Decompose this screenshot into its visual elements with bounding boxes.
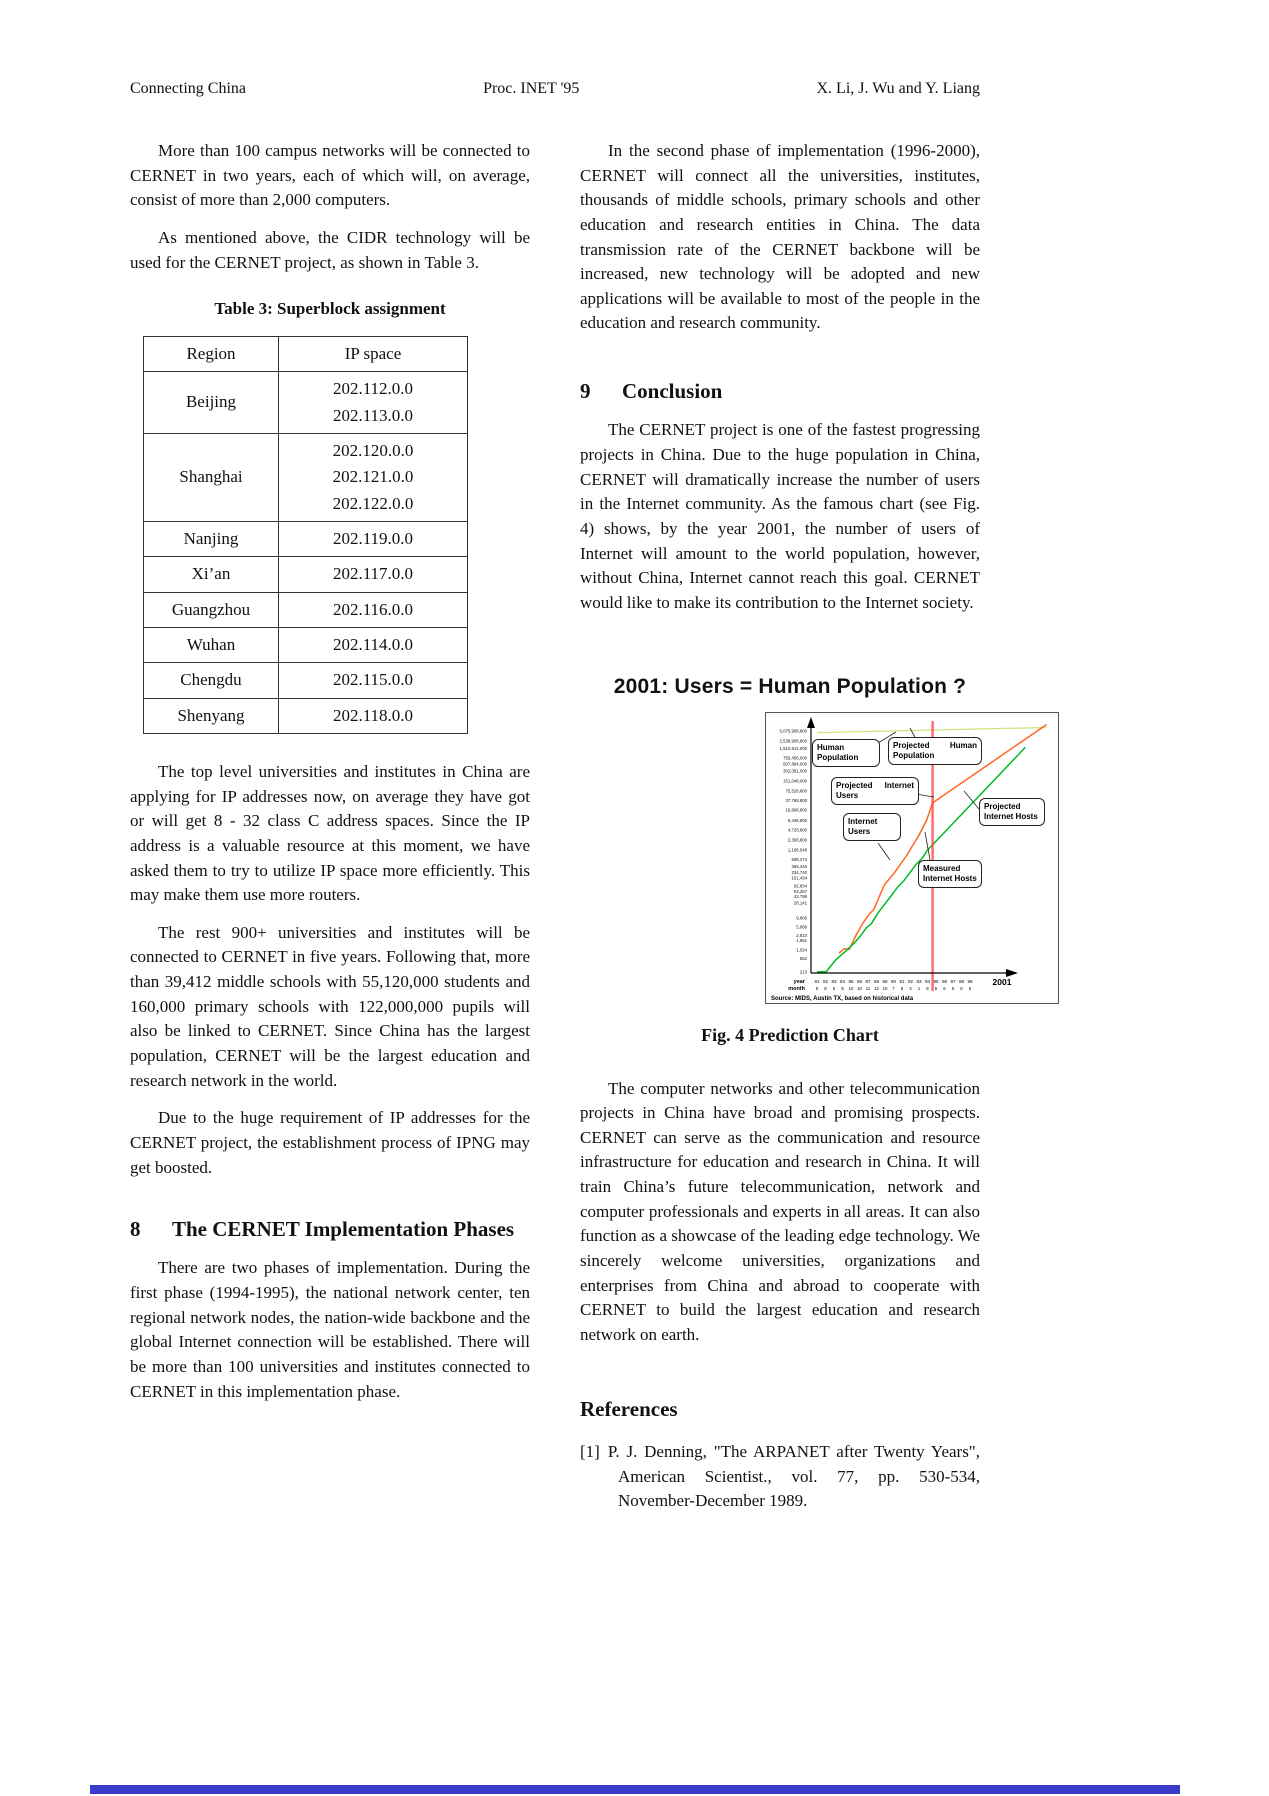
callout-internet-users: Internet Users — [843, 813, 901, 842]
paragraph: The computer networks and other telecommunication projects in China have broad and promising prospects. CERNET can serve as the communication and resource infrastructure for education and research in China. It will train China’s future telecommunication, network and computer professionals and experts in all areas. It can also function as a showcase of the leading edge technology. We sincerely welcome universities, organizations and enterprises from China and abroad to cooperate with CERNET to build the largest education and research network on earth. — [580, 1078, 980, 1344]
svg-text:6: 6 — [934, 985, 938, 991]
svg-text:83: 83 — [831, 978, 837, 984]
prediction-chart — [765, 712, 1059, 1004]
region-cell: Beijing — [144, 372, 279, 434]
table-row — [144, 521, 468, 556]
svg-text:98: 98 — [958, 978, 965, 984]
section-number: 9 — [580, 379, 591, 404]
svg-text:6: 6 — [968, 985, 972, 991]
callout-measured-internet-hosts: Measured Internet Hosts — [918, 860, 982, 889]
svg-text:9,448,800: 9,448,800 — [787, 817, 807, 823]
svg-text:1,168,548: 1,168,548 — [787, 846, 807, 852]
svg-text:86: 86 — [856, 978, 863, 984]
table-body — [144, 372, 468, 734]
running-header — [130, 80, 980, 98]
table-caption: Table 3: Superblock assignment — [214, 299, 446, 319]
ipspace-cell: 202.112.0.0 202.113.0.0 — [279, 372, 468, 434]
paragraph: The top level universities and institutes in China are applying for IP addresses now, on average they have got or will get 8 - 32 class C address spaces. Since the IP address is a valuable resource at this moment, we have asked them to try to utilize IP space more efficiently. This may make them use more routers. — [130, 761, 530, 905]
ipspace-cell: 202.115.0.0 — [279, 663, 468, 698]
reference-text: P. J. Denning, "The ARPANET after Twenty Years", American Scientist., vol. 77, pp. 530-534, November-December 1989. — [607, 1441, 980, 1511]
svg-text:99: 99 — [967, 978, 973, 984]
svg-text:4,728,800: 4,728,800 — [787, 827, 807, 833]
svg-text:213: 213 — [799, 969, 807, 975]
svg-text:6: 6 — [943, 985, 946, 991]
svg-text:365,345: 365,345 — [791, 863, 807, 869]
paragraph: In the second phase of implementation (1996-2000), CERNET will connect all the universities, institutes, thousands of middle schools, primary schools and other education and research entities in China. The data transmission rate of the CERNET backbone will be increased, new technology will be adopted and new applications will be available to most of the people in the education and research community. — [580, 141, 980, 333]
figure-title: 2001: Users = Human Population ? — [613, 674, 967, 698]
svg-text:302,081,000: 302,081,000 — [783, 768, 807, 774]
paragraph: The CERNET project is one of the fastest progressing projects in China. Due to the huge population in China, CERNET will dramatically increase the number of users in the Internet community. As the famous chart (see Fig. 4) shows, by the year 2001, the number of users of Internet will amount to the world population, however, without China, Internet cannot reach this goal. CERNET would like to make its contribution to the Internet society. — [580, 420, 980, 612]
svg-text:8: 8 — [824, 985, 827, 991]
ipspace-cell: 202.118.0.0 — [279, 698, 468, 733]
region-cell: Shenyang — [144, 698, 279, 733]
svg-text:2,538,908,800: 2,538,908,800 — [779, 737, 807, 743]
table-row — [144, 627, 468, 662]
left-column — [130, 126, 530, 1524]
table-row — [144, 372, 468, 434]
svg-text:7: 7 — [892, 985, 895, 991]
svg-text:month: month — [788, 985, 805, 992]
svg-text:2,368,800: 2,368,800 — [787, 836, 807, 842]
region-cell: Xi’an — [144, 557, 279, 592]
svg-text:75,528,800: 75,528,800 — [785, 787, 807, 793]
paragraph: The rest 900+ universities and institutes will be connected to CERNET in five years. Following that, more than 39,412 middle schools with 55,120,000 students and 160,000 primary schools with 122,000,000 pupils will also be linked to CERNET. Since China has the largest population, CERNET will be the largest education and research network in the world. — [130, 922, 530, 1090]
svg-text:12: 12 — [874, 985, 879, 991]
table-row — [144, 433, 468, 521]
svg-text:81: 81 — [814, 978, 820, 984]
table-row — [144, 592, 468, 627]
svg-text:9,806: 9,806 — [796, 914, 807, 920]
svg-text:88: 88 — [873, 978, 880, 984]
reference-marker: [1] — [580, 1441, 600, 1461]
callout-projected-internet-users: Projected Internet Users — [831, 777, 919, 806]
svg-text:5,089: 5,089 — [796, 924, 807, 930]
svg-text:11: 11 — [865, 985, 871, 991]
svg-text:598,274: 598,274 — [791, 856, 807, 862]
svg-text:507,894,000: 507,894,000 — [783, 760, 807, 766]
references-heading: References — [580, 1396, 678, 1421]
table-row — [144, 557, 468, 592]
header-right: X. Li, J. Wu and Y. Liang — [816, 80, 980, 97]
table-header-region: Region — [144, 336, 279, 371]
svg-text:234,740: 234,740 — [791, 869, 807, 875]
svg-text:28,141: 28,141 — [793, 899, 807, 905]
svg-text:1,510,912,000: 1,510,912,000 — [779, 745, 807, 751]
ipspace-cell: 202.119.0.0 — [279, 521, 468, 556]
svg-text:93: 93 — [916, 978, 922, 984]
svg-text:5: 5 — [832, 985, 836, 991]
svg-text:1,961: 1,961 — [796, 937, 807, 943]
section-number: 8 — [130, 1217, 141, 1242]
svg-text:6: 6 — [951, 985, 955, 991]
page-content — [130, 80, 1038, 1524]
svg-text:3: 3 — [909, 985, 912, 991]
svg-text:87: 87 — [865, 978, 871, 984]
table-row — [144, 663, 468, 698]
svg-text:95: 95 — [933, 978, 939, 984]
callout-projected-human-population: Projected Human Population — [888, 737, 982, 766]
svg-text:84: 84 — [839, 978, 846, 984]
right-column — [580, 126, 1038, 1524]
svg-text:161,434: 161,434 — [791, 875, 807, 881]
region-cell: Nanjing — [144, 521, 279, 556]
svg-text:Source: MIDS, Austin TX, based: Source: MIDS, Austin TX, based on historical data — [771, 995, 914, 1002]
region-cell: Chengdu — [144, 663, 279, 698]
ipspace-cell: 202.120.0.0 202.121.0.0 202.122.0.0 — [279, 433, 468, 521]
ipspace-cell: 202.116.0.0 — [279, 592, 468, 627]
section-title: The CERNET Implementation Phases — [172, 1217, 515, 1242]
paragraph: There are two phases of implementation. During the first phase (1994-1995), the national network center, ten regional network nodes, the nation-wide backbone and the global Internet connection will be established. There will be more than 100 universities and institutes connected to CERNET in this implementation phase. — [130, 1258, 530, 1401]
footer-bar — [90, 1785, 1180, 1794]
svg-text:10: 10 — [882, 985, 888, 991]
table-header-row — [144, 336, 468, 371]
svg-text:year: year — [793, 978, 805, 985]
svg-text:94: 94 — [924, 978, 931, 984]
svg-text:6: 6 — [960, 985, 963, 991]
callout-human-population: Human Population — [812, 739, 880, 768]
region-cell: Shanghai — [144, 433, 279, 521]
svg-text:8: 8 — [841, 985, 844, 991]
superblock-table — [143, 336, 468, 734]
svg-text:2,810: 2,810 — [796, 932, 807, 938]
svg-text:92: 92 — [907, 978, 914, 984]
paragraph: More than 100 campus networks will be connected to CERNET in two years, each of which will, on average, consist of more than 2,000 computers. — [130, 141, 530, 210]
section-heading-8 — [130, 1216, 530, 1242]
section-title: Conclusion — [622, 379, 723, 404]
svg-text:8: 8 — [815, 985, 819, 991]
region-cell: Guangzhou — [144, 592, 279, 627]
svg-text:10: 10 — [857, 985, 862, 991]
svg-text:97: 97 — [950, 978, 956, 984]
svg-text:8: 8 — [926, 985, 929, 991]
table-row — [144, 698, 468, 733]
header-center: Proc. INET '95 — [483, 80, 580, 97]
svg-text:85: 85 — [848, 978, 854, 984]
svg-text:90: 90 — [890, 978, 897, 984]
callout-projected-internet-hosts: Projected Internet Hosts — [979, 798, 1045, 827]
paragraph: Due to the huge requirement of IP addresses for the CERNET project, the establishment process of IPNG may get boosted. — [130, 1108, 530, 1177]
table-header-ipspace: IP space — [279, 336, 468, 371]
svg-text:91: 91 — [899, 978, 905, 984]
svg-text:92,834: 92,834 — [793, 882, 807, 888]
svg-text:1,024: 1,024 — [796, 946, 807, 952]
ipspace-cell: 202.114.0.0 — [279, 627, 468, 662]
svg-text:43,798: 43,798 — [793, 893, 807, 899]
region-cell: Wuhan — [144, 627, 279, 662]
svg-text:1: 1 — [917, 985, 921, 991]
svg-text:755,456,000: 755,456,000 — [783, 755, 807, 761]
svg-text:82: 82 — [822, 978, 829, 984]
figure-caption: Fig. 4 Prediction Chart — [701, 1024, 879, 1045]
header-left: Connecting China — [130, 80, 246, 97]
svg-text:37,768,800: 37,768,800 — [785, 797, 807, 803]
svg-text:96: 96 — [941, 978, 948, 984]
reference-item — [580, 1440, 980, 1514]
section-heading-9 — [580, 378, 980, 404]
svg-text:89: 89 — [882, 978, 888, 984]
svg-text:2001: 2001 — [992, 976, 1012, 987]
svg-text:552: 552 — [799, 955, 807, 961]
svg-text:151,048,000: 151,048,000 — [783, 777, 807, 783]
figure-4 — [580, 656, 1060, 1064]
svg-text:10: 10 — [848, 985, 854, 991]
two-column-layout — [130, 126, 1038, 1524]
ipspace-cell: 202.117.0.0 — [279, 557, 468, 592]
paragraph: As mentioned above, the CIDR technology will be used for the CERNET project, as shown in Table 3. — [130, 227, 530, 272]
svg-text:6: 6 — [900, 985, 904, 991]
svg-text:5,075,908,800: 5,075,908,800 — [779, 728, 807, 734]
svg-text:19,868,800: 19,868,800 — [785, 806, 807, 812]
svg-text:63,267: 63,267 — [793, 888, 807, 894]
